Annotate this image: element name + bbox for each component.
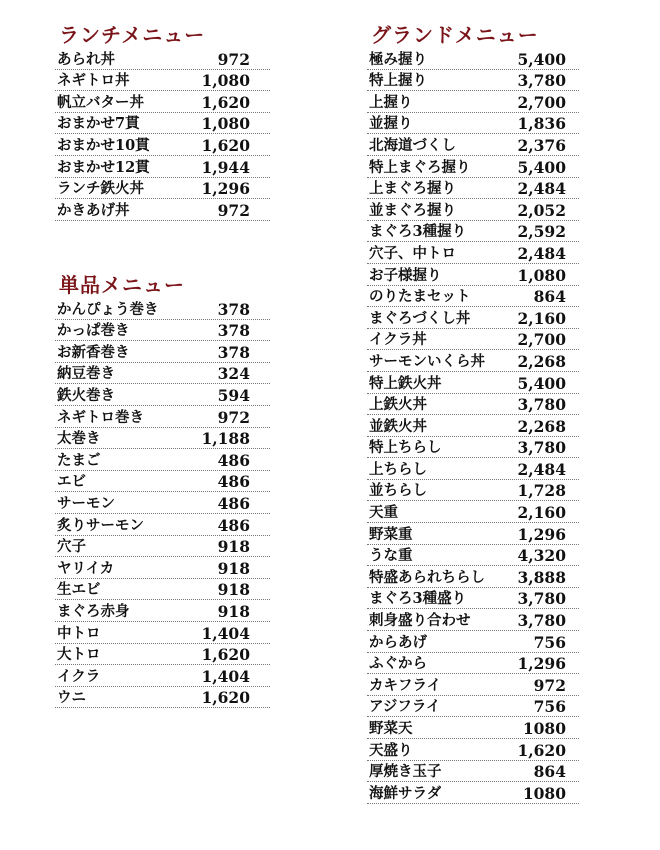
menu-item-name: のりたまセット: [369, 288, 471, 306]
menu-item-price: 2,700: [517, 330, 566, 350]
menu-item-name: 大トロ: [57, 646, 101, 664]
menu-item-row: [367, 199, 579, 221]
menu-item-price: 5,400: [517, 49, 566, 69]
menu-item-name: 並鉄火丼: [369, 417, 427, 435]
menu-item-row: [367, 394, 579, 416]
menu-item-price: 486: [217, 472, 250, 492]
menu-item-name: あられ丼: [57, 50, 115, 68]
menu-item-row: [367, 415, 579, 437]
menu-item-row: [55, 320, 270, 342]
menu-item-row: [367, 631, 579, 653]
menu-item-name: 北海道づくし: [369, 136, 456, 154]
menu-item-row: [367, 178, 579, 200]
menu-item-name: 上握り: [369, 93, 413, 111]
menu-item-name: 帆立バター丼: [57, 93, 144, 111]
menu-item-name: 特盛あられちらし: [369, 568, 485, 586]
menu-item-price: 972: [533, 675, 566, 695]
menu-item-name: 並握り: [369, 115, 413, 133]
grand-menu-list: [367, 48, 579, 804]
menu-item-price: 1,404: [201, 666, 250, 686]
menu-item-row: [367, 329, 579, 351]
menu-item-name: 太巻き: [57, 430, 101, 448]
menu-item-row: [55, 622, 270, 644]
menu-item-price: 1,296: [517, 654, 566, 674]
menu-item-price: 378: [217, 299, 250, 319]
menu-item-price: 1,404: [201, 623, 250, 643]
menu-item-row: [367, 545, 579, 567]
menu-item-row: [55, 341, 270, 363]
menu-item-name: 上まぐろ握り: [369, 180, 456, 198]
menu-item-row: [367, 221, 579, 243]
menu-item-name: たまご: [57, 451, 101, 469]
menu-item-price: 1,080: [201, 114, 250, 134]
menu-item-name: まぐろづくし丼: [369, 309, 471, 327]
menu-item-price: 1,188: [201, 429, 250, 449]
menu-item-price: 918: [217, 537, 250, 557]
menu-item-price: 2,160: [517, 503, 566, 523]
menu-item-name: 特上ちらし: [369, 439, 442, 457]
menu-item-row: [367, 501, 579, 523]
menu-item-row: [55, 91, 270, 113]
menu-item-price: 972: [217, 200, 250, 220]
menu-item-price: 918: [217, 601, 250, 621]
menu-item-price: 2,376: [517, 135, 566, 155]
menu-item-name: 天盛り: [369, 741, 413, 759]
menu-item-price: 3,888: [517, 567, 566, 587]
menu-item-row: [367, 350, 579, 372]
menu-item-name: ランチ鉄火丼: [57, 180, 144, 198]
single-menu-list: [55, 298, 270, 708]
menu-item-price: 5,400: [517, 157, 566, 177]
menu-item-name: ヤリイカ: [57, 559, 115, 577]
menu-item-row: [367, 242, 579, 264]
menu-item-price: 918: [217, 558, 250, 578]
menu-item-row: [367, 307, 579, 329]
menu-item-price: 2,484: [517, 459, 566, 479]
menu-item-name: おまかせ12貫: [57, 158, 150, 176]
menu-item-name: おまかせ7貫: [57, 115, 140, 133]
menu-item-name: お新香巻き: [57, 343, 130, 361]
menu-item-row: [55, 665, 270, 687]
menu-item-row: [55, 644, 270, 666]
menu-item-name: うな重: [369, 547, 413, 565]
menu-item-price: 1,080: [517, 265, 566, 285]
menu-item-price: 1,080: [201, 71, 250, 91]
menu-item-row: [55, 363, 270, 385]
menu-item-row: [55, 600, 270, 622]
menu-item-price: 1,296: [201, 179, 250, 199]
menu-item-price: 1,620: [201, 688, 250, 708]
menu-item-row: [367, 437, 579, 459]
menu-item-name: 野菜重: [369, 525, 413, 543]
menu-item-row: [55, 557, 270, 579]
menu-item-name: 極み握り: [369, 50, 427, 68]
menu-item-name: 野菜天: [369, 720, 413, 737]
single-menu-title: 単品メニュー: [59, 273, 185, 297]
menu-item-row: [367, 48, 579, 70]
menu-item-name: 穴子、中トロ: [369, 244, 456, 262]
menu-item-price: 5,400: [517, 373, 566, 393]
menu-item-name: 穴子: [57, 538, 86, 556]
menu-item-row: [55, 492, 270, 514]
menu-item-row: [55, 536, 270, 558]
menu-item-row: [55, 178, 270, 200]
menu-item-row: [367, 264, 579, 286]
menu-item-price: 1,620: [201, 135, 250, 155]
menu-item-name: カキフライ: [369, 676, 442, 694]
menu-item-price: 2,268: [517, 351, 566, 371]
menu-item-row: [55, 199, 270, 221]
menu-item-price: 378: [217, 321, 250, 341]
single-menu-section: [55, 272, 270, 708]
menu-item-row: [55, 449, 270, 471]
menu-item-price: 2,484: [517, 243, 566, 263]
menu-item-row: [55, 687, 270, 709]
menu-item-row: [55, 384, 270, 406]
menu-item-price: 1,620: [201, 645, 250, 665]
menu-item-row: [367, 653, 579, 675]
menu-item-name: 炙りサーモン: [57, 516, 144, 534]
lunch-menu-list: [55, 48, 270, 221]
menu-item-price: 486: [217, 450, 250, 470]
menu-item-price: 864: [533, 762, 566, 782]
menu-item-price: 2,160: [517, 308, 566, 328]
menu-item-name: 鉄火巻き: [57, 386, 115, 404]
menu-item-price: 1,620: [517, 740, 566, 760]
menu-item-price: 378: [217, 342, 250, 362]
menu-item-name: 上ちらし: [369, 460, 427, 478]
menu-item-price: 1,836: [517, 114, 566, 134]
menu-item-price: 486: [217, 493, 250, 513]
menu-item-name: ネギトロ丼: [57, 72, 130, 90]
lunch-menu-title: ランチメニュー: [59, 23, 206, 47]
menu-item-name: 刺身盛り合わせ: [369, 612, 471, 630]
menu-item-name: サーモン: [57, 494, 115, 512]
menu-item-name: 特上握り: [369, 72, 427, 90]
menu-item-name: エビ: [57, 473, 86, 491]
menu-item-row: [55, 471, 270, 493]
menu-item-row: [55, 298, 270, 320]
menu-item-row: [367, 372, 579, 394]
menu-item-price: 4,320: [517, 546, 566, 566]
menu-item-name: かきあげ丼: [57, 201, 130, 219]
grand-menu-title: グランドメニュー: [371, 23, 539, 47]
menu-item-price: 972: [217, 49, 250, 69]
menu-item-price: 2,484: [517, 179, 566, 199]
menu-item-name: 上鉄火丼: [369, 396, 427, 414]
menu-item-name: ネギトロ巻き: [57, 408, 144, 426]
menu-item-name: 生エビ: [57, 581, 101, 599]
menu-item-name: 並ちらし: [369, 482, 427, 500]
menu-item-row: [367, 674, 579, 696]
menu-item-row: [55, 48, 270, 70]
menu-item-price: 1080: [522, 719, 566, 738]
menu-item-row: [55, 113, 270, 135]
menu-item-name: イクラ: [57, 667, 101, 685]
menu-item-price: 1,296: [517, 524, 566, 544]
menu-item-name: 海鮮サラダ: [369, 784, 442, 802]
menu-item-price: 3,780: [517, 71, 566, 91]
menu-item-price: 918: [217, 580, 250, 600]
lunch-menu-section: [55, 22, 270, 221]
menu-item-price: 486: [217, 515, 250, 535]
menu-item-name: からあげ: [369, 633, 427, 651]
menu-item-row: [367, 588, 579, 610]
menu-item-row: [55, 406, 270, 428]
menu-item-row: [367, 458, 579, 480]
menu-item-row: [55, 428, 270, 450]
menu-item-price: 1,944: [201, 157, 250, 177]
menu-item-row: [367, 609, 579, 631]
menu-item-price: 2,700: [517, 92, 566, 112]
menu-item-row: [367, 739, 579, 761]
menu-item-price: 1,620: [201, 92, 250, 112]
menu-item-name: 厚焼き玉子: [369, 763, 442, 781]
menu-item-price: 864: [533, 287, 566, 307]
menu-item-row: [367, 113, 579, 135]
menu-item-name: お子様握り: [369, 266, 442, 284]
menu-item-price: 972: [217, 407, 250, 427]
menu-item-row: [55, 70, 270, 92]
menu-item-name: まぐろ3種握り: [369, 223, 467, 241]
menu-item-price: 756: [533, 697, 566, 717]
menu-item-row: [367, 523, 579, 545]
menu-item-name: 特上鉄火丼: [369, 374, 442, 392]
menu-item-name: 並まぐろ握り: [369, 201, 456, 219]
menu-item-row: [367, 134, 579, 156]
menu-item-name: かんぴょう巻き: [57, 300, 159, 318]
menu-item-row: [55, 134, 270, 156]
menu-item-price: 3,780: [517, 589, 566, 609]
menu-item-row: [55, 156, 270, 178]
menu-item-row: [367, 566, 579, 588]
menu-item-name: ウニ: [57, 689, 86, 707]
menu-item-name: 納豆巻き: [57, 365, 115, 383]
menu-item-row: [55, 579, 270, 601]
menu-item-name: 中トロ: [57, 624, 101, 642]
menu-item-price: 1080: [522, 783, 566, 803]
menu-item-name: 天重: [369, 504, 398, 522]
menu-item-row: [367, 717, 579, 739]
menu-item-row: [367, 696, 579, 718]
menu-item-row: [367, 91, 579, 113]
menu-item-row: [367, 70, 579, 92]
menu-item-price: 3,780: [517, 611, 566, 631]
menu-item-price: 3,780: [517, 438, 566, 458]
menu-item-price: 2,592: [517, 222, 566, 242]
menu-item-row: [367, 782, 579, 804]
menu-item-name: おまかせ10貫: [57, 136, 150, 154]
menu-item-name: サーモンいくら丼: [369, 352, 485, 370]
menu-item-row: [367, 286, 579, 308]
menu-item-price: 1,728: [517, 481, 566, 501]
grand-menu-section: [367, 22, 579, 804]
menu-item-price: 2,268: [517, 416, 566, 436]
menu-item-row: [367, 761, 579, 783]
menu-item-name: 特上まぐろ握り: [369, 158, 471, 176]
menu-item-price: 2,052: [517, 200, 566, 220]
menu-item-row: [367, 480, 579, 502]
menu-item-name: かっぱ巻き: [57, 322, 130, 340]
menu-item-name: ふぐから: [369, 655, 427, 673]
menu-item-name: アジフライ: [369, 698, 441, 716]
menu-item-row: [367, 156, 579, 178]
menu-item-price: 3,780: [517, 395, 566, 415]
menu-item-row: [55, 514, 270, 536]
menu-item-price: 324: [217, 364, 250, 384]
menu-item-name: まぐろ3種盛り: [369, 590, 467, 608]
menu-item-price: 756: [533, 632, 566, 652]
menu-item-name: イクラ丼: [369, 331, 427, 349]
menu-item-price: 594: [217, 385, 250, 405]
menu-item-name: まぐろ赤身: [57, 602, 130, 620]
